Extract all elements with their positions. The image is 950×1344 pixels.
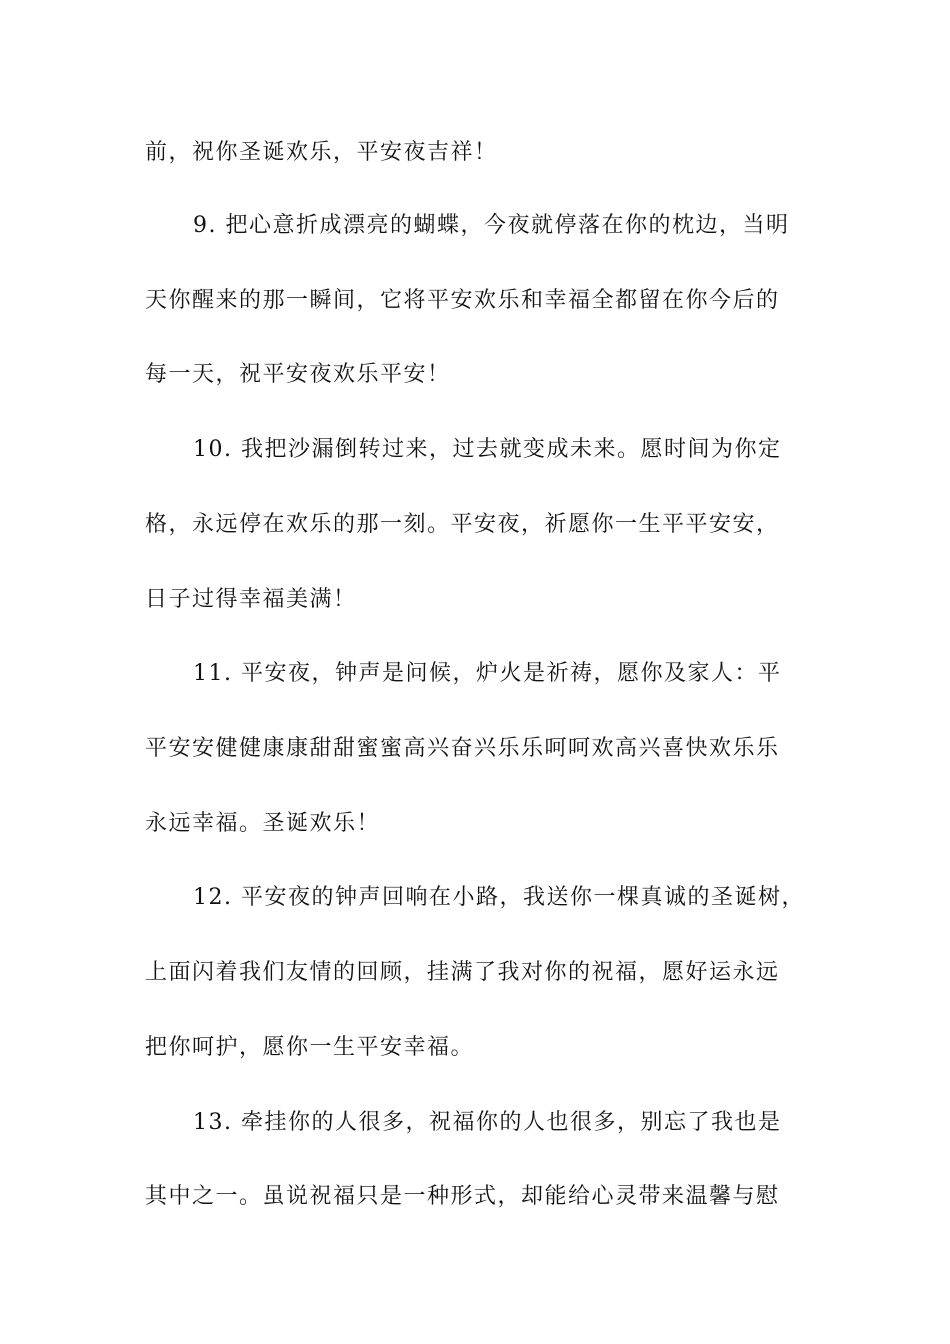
- text-line: 永远幸福。圣诞欢乐！: [145, 811, 381, 836]
- text-line: 每一天，祝平安夜欢乐平安！: [145, 362, 451, 387]
- text-line: 平安安健健康康甜甜蜜蜜高兴奋兴乐乐呵呵欢高兴喜快欢乐乐: [145, 736, 780, 761]
- text-line: 前，祝你圣诞欢乐，平安夜吉祥！: [145, 140, 498, 165]
- text-line: 9. 把心意折成漂亮的蝴蝶，今夜就停落在你的枕边，当明: [193, 213, 790, 238]
- text-line: 上面闪着我们友情的回顾，挂满了我对你的祝福，愿好运永远: [145, 960, 780, 985]
- text-line: 日子过得幸福美满！: [145, 587, 357, 612]
- text-line: 把你呵护，愿你一生平安幸福。: [145, 1035, 475, 1060]
- text-line: 其中之一。虽说祝福只是一种形式，却能给心灵带来温馨与慰: [145, 1184, 780, 1209]
- text-line: 格，永远停在欢乐的那一刻。平安夜，祈愿你一生平平安安，: [145, 512, 780, 537]
- text-line: 11. 平安夜，钟声是问候，炉火是祈祷，愿你及家人：平: [193, 661, 782, 686]
- text-line: 10. 我把沙漏倒转过来，过去就变成未来。愿时间为你定: [193, 437, 782, 462]
- text-line: 13. 牵挂你的人很多，祝福你的人也很多，别忘了我也是: [193, 1110, 782, 1135]
- text-line: 12. 平安夜的钟声回响在小路，我送你一棵真诚的圣诞树，: [193, 885, 805, 910]
- text-line: 天你醒来的那一瞬间，它将平安欢乐和幸福全都留在你今后的: [145, 288, 780, 313]
